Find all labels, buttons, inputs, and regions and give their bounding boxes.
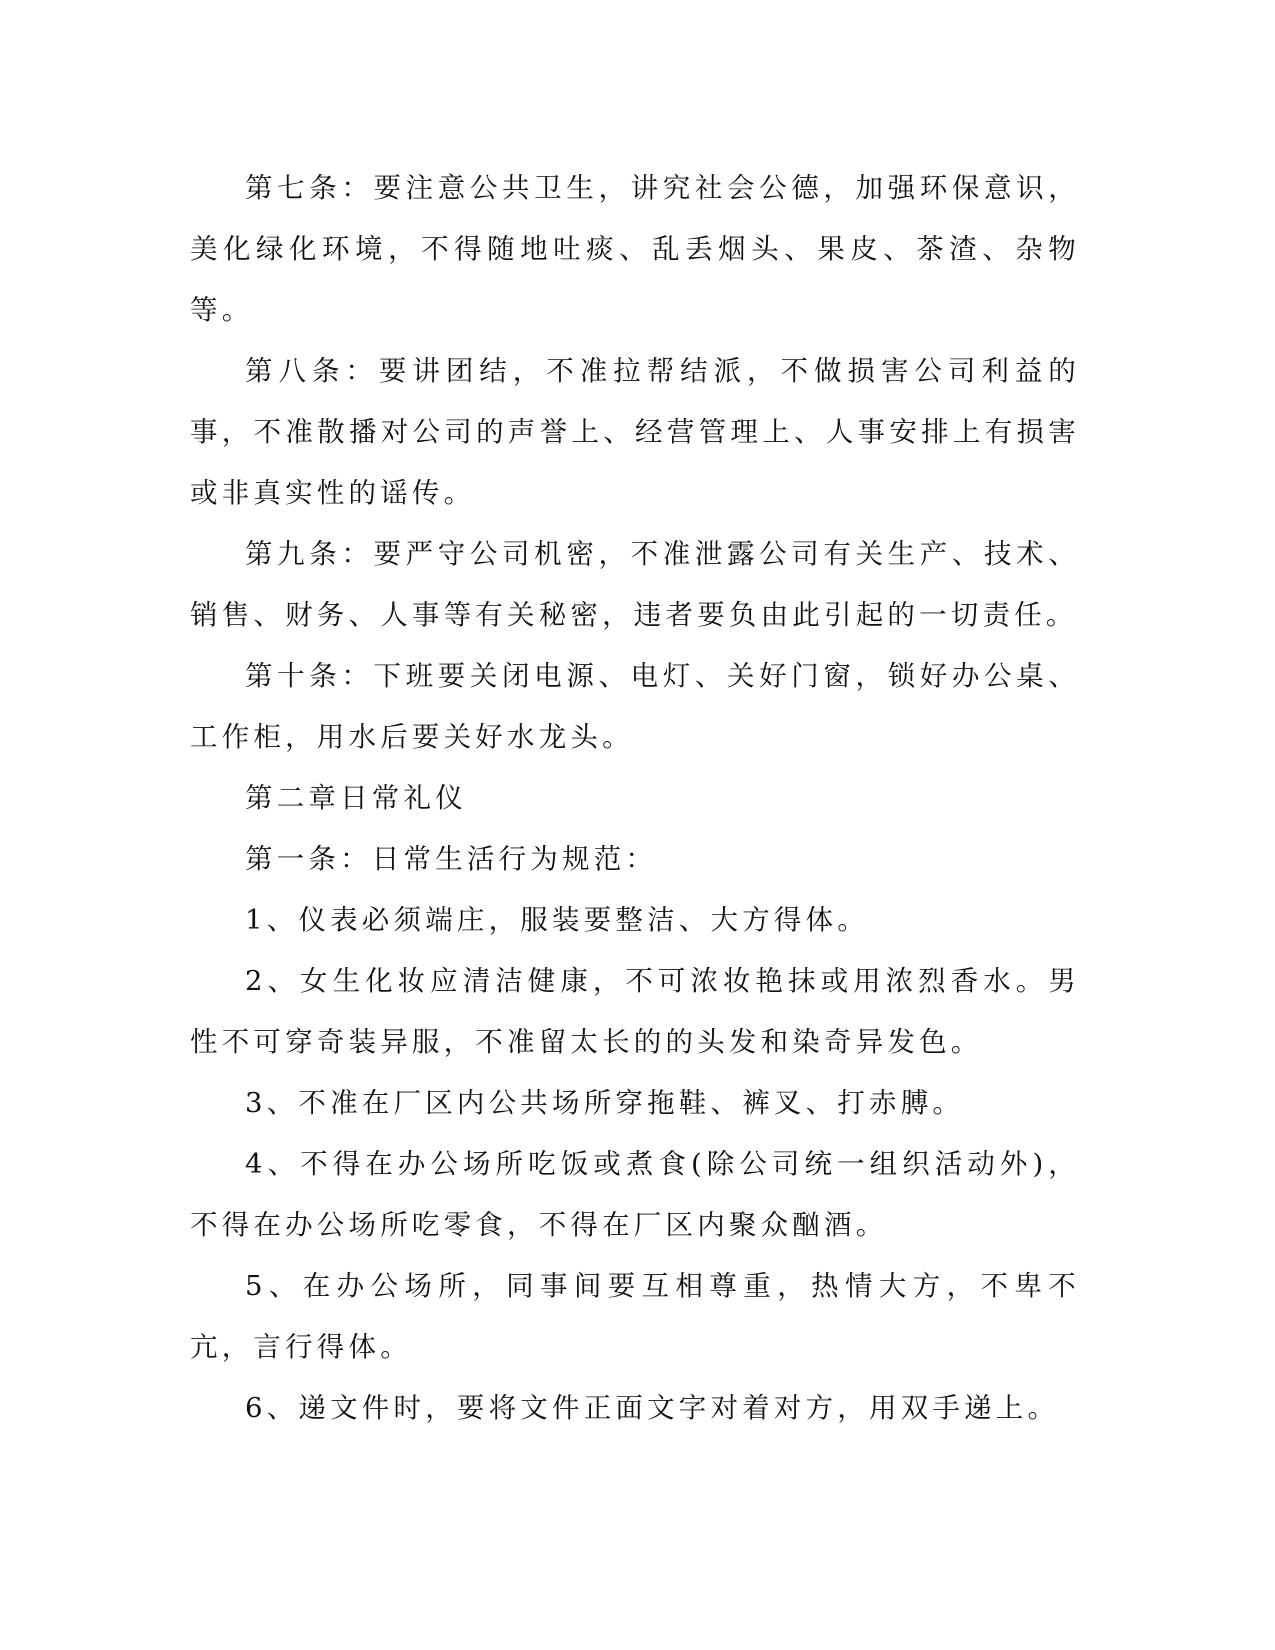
list-item-1: 1、仪表必须端庄，服装要整洁、大方得体。	[245, 904, 869, 936]
article-9-paragraph: 第九条：要严守公司机密，不准泄露公司有关生产、技术、销售、财务、人事等有关秘密，违者要负由此引起的一切责任。	[190, 538, 1080, 631]
article-10-paragraph: 第十条：下班要关闭电源、电灯、关好门窗，锁好办公桌、工作柜，用水后要关好水龙头。	[190, 660, 1080, 753]
list-item-3: 3、不准在厂区内公共场所穿拖鞋、裤叉、打赤膊。	[245, 1087, 965, 1119]
article-7-paragraph: 第七条：要注意公共卫生，讲究社会公德，加强环保意识，美化绿化环境，不得随地吐痰、乱丢烟头、果皮、茶渣、杂物等。	[190, 172, 1080, 326]
article-1-paragraph: 第一条：日常生活行为规范：	[245, 843, 658, 875]
list-item-4: 4、不得在办公场所吃饭或煮食(除公司统一组织活动外)，不得在办公场所吃零食，不得在厂区内聚众酗酒。	[190, 1148, 1080, 1241]
list-item-5: 5、在办公场所，同事间要互相尊重，热情大方，不卑不亢，言行得体。	[190, 1270, 1080, 1363]
article-8-paragraph: 第八条：要讲团结，不准拉帮结派，不做损害公司利益的事，不准散播对公司的声誉上、经营管理上、人事安排上有损害或非真实性的谣传。	[190, 355, 1080, 509]
list-item-2: 2、女生化妆应清洁健康，不可浓妆艳抹或用浓烈香水。男性不可穿奇装异服，不准留太长的的头发和染奇异发色。	[190, 965, 1080, 1058]
chapter-heading: 第二章日常礼仪	[245, 782, 467, 814]
document-body	[190, 158, 1080, 1439]
list-item-6: 6、递文件时，要将文件正面文字对着对方，用双手递上。	[245, 1392, 1060, 1424]
